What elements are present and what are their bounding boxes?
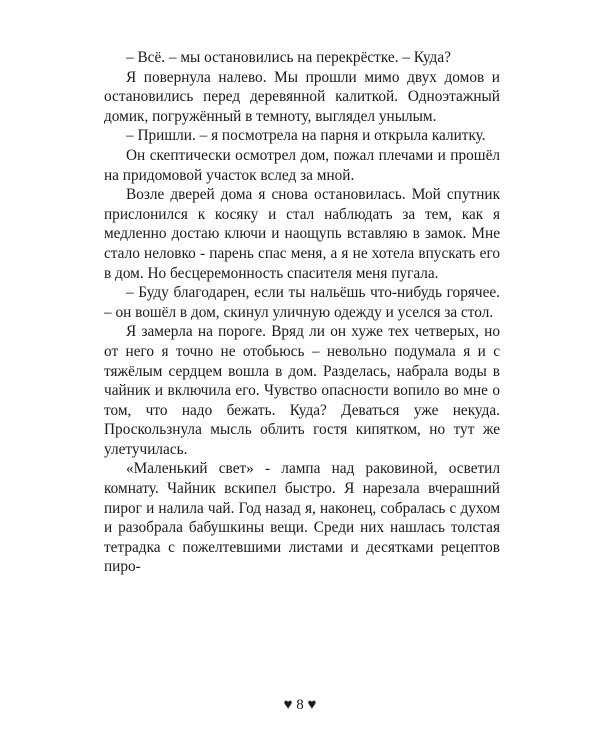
paragraph: Я повернула налево. Мы прошли мимо двух домов и остановились перед деревянной калиткой. Одноэтажный домик, погружённый в темноту, выглядел унылым. bbox=[104, 68, 500, 125]
paragraph: Я замерла на пороге. Вряд ли он хуже тех четверых, но от него я точно не отобьюсь – невольно подумала я и с тяжёлым сердцем вошла в дом. Разделась, набрала воды в чайник и включила его. Чувство опасности вопило во мне о том, что надо бежать. Куда? Деваться уже некуда. Проскользнула мысль облить гостя кипятком, но тут же улетучилась. bbox=[104, 323, 500, 458]
paragraph: – Буду благодарен, если ты нальёшь что-нибудь горячее. – он вошёл в дом, скинул уличную одежду и уселся за стол. bbox=[104, 284, 500, 321]
paragraph: – Пришли. – я посмотрела на парня и открыла калитку. bbox=[126, 127, 486, 145]
paragraph: Возле дверей дома я снова остановилась. Мой спутник прислонился к косяку и стал наблюдать за тем, как я медленно достаю ключи и наощупь вставляю в замок. Мне стало неловко - парень спас меня, а я не хотела впускать его в дом. Но бесцеремонность спасителя меня пугала. bbox=[104, 186, 500, 282]
body-text bbox=[104, 48, 500, 577]
paragraph: «Маленький свет» - лампа над раковиной, осветил комнату. Чайник вскипел быстро. Я нарезала вчерашний пирог и налила чай. Год назад я, наконец, собралась с духом и разобрала бабушкины вещи. Среди них нашлась толстая тетрадка с пожелтевшими листами и десятками рецептов пиро- bbox=[104, 460, 500, 576]
page-number: ♥ 8 ♥ bbox=[283, 697, 317, 713]
paragraph: Он скептически осмотрел дом, пожал плечами и прошёл на придомовой участок вслед за мной. bbox=[104, 146, 500, 184]
paragraph: – Всё. – мы остановились на перекрёстке. – Куда? bbox=[126, 49, 451, 66]
